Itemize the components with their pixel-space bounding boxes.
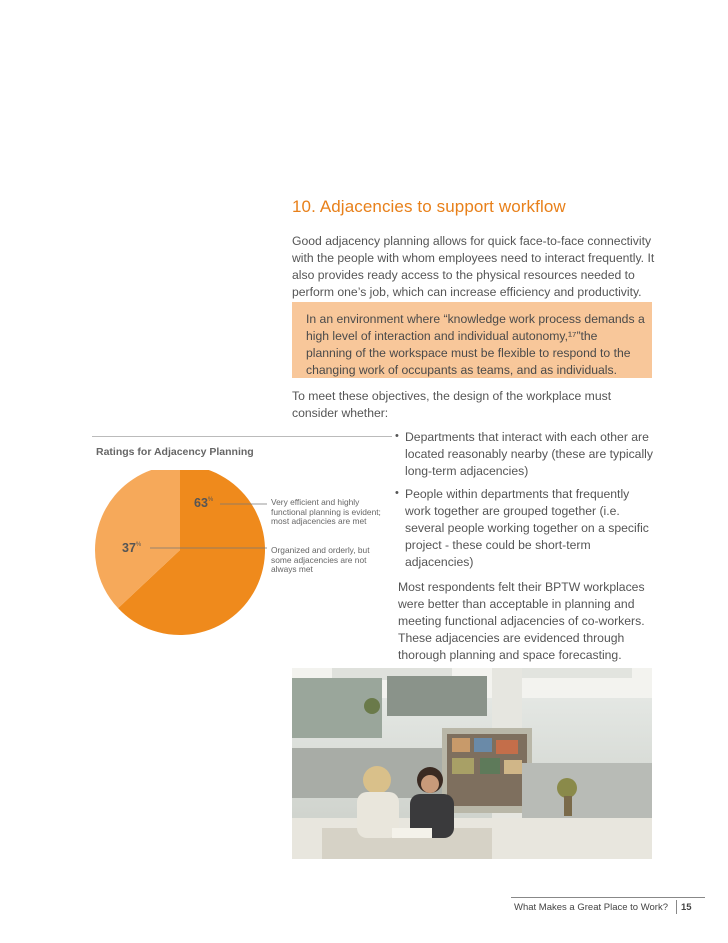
- footer-rule: [511, 897, 705, 898]
- callout-text: In an environment where “knowledge work process demands a high level of interaction and individual autonomy,¹⁷”the planning of the workspace must be flexible to respond to the changing work of occupants as teams, and as individuals.: [306, 312, 645, 377]
- section-heading: 10. Adjacencies to support workflow: [292, 197, 566, 216]
- summary-paragraph: Most respondents felt their BPTW workplaces were better than acceptable in planning and meeting functional adjacencies of co-workers. These adjacencies are evidenced through thorough planning and space forecasting.: [398, 580, 645, 662]
- bullet-mark: •: [395, 487, 399, 499]
- bullet-text: People within departments that frequently work together are grouped together (i.e. several people working together on a specific project - these could be short-term adjacencies): [405, 487, 649, 569]
- intro-paragraph: Good adjacency planning allows for quick face-to-face connectivity with the people with whom employees need to interact frequently. It also provides ready access to the physical resources needed to perform one’s job, which can increase efficiency and productivity.: [292, 234, 655, 299]
- bullet-item: [395, 486, 658, 571]
- bullet-item: [395, 429, 658, 480]
- office-photo-icon: [292, 668, 652, 859]
- legend-label-37: Organized and orderly, but some adjacencies are not always met: [271, 545, 370, 574]
- office-photo: [292, 668, 652, 859]
- chart-title: Ratings for Adjacency Planning: [96, 446, 254, 458]
- footer-divider: [676, 900, 677, 914]
- objectives-paragraph: To meet these objectives, the design of the workplace must consider whether:: [292, 389, 612, 420]
- legend-label-63: Very efficient and highly functional planning is evident; most adjacencies are met: [271, 497, 381, 526]
- footer-title: What Makes a Great Place to Work?: [514, 902, 668, 913]
- bullet-mark: •: [395, 430, 399, 442]
- pct-label-37: 37%: [122, 541, 142, 555]
- page-number: 15: [681, 902, 692, 913]
- chart-top-rule: [92, 436, 392, 437]
- pct-label-63: 63%: [194, 496, 214, 510]
- bullet-text: Departments that interact with each other are located reasonably nearby (these are typically long-term adjacencies): [405, 430, 653, 478]
- callout-box: [292, 302, 652, 378]
